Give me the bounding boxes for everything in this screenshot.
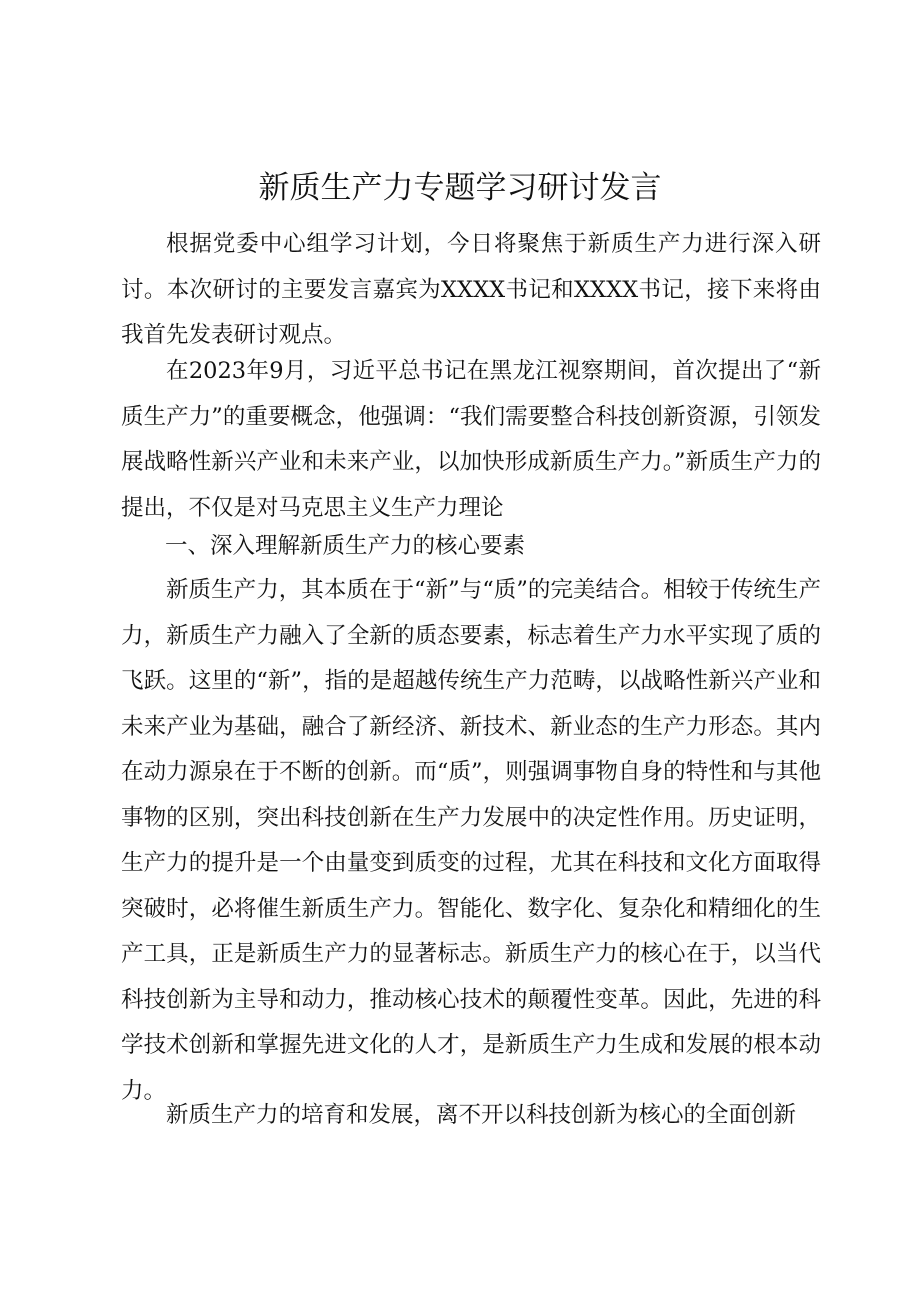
core-elements-paragraph: 新质生产力，其本质在于“新”与“质”的完美结合。相较于传统生产力，新质生产力融入了全新的质态要素，标志着生产力水平实现了质的飞跃。这里的“新”，指的是超越传统生产力范畴，以战略性新兴产业和未来产业为基础，融合了新经济、新技术、新业态的生产力形态。其内在动力源泉在于不断的创新。而“质”，则强调事物自身的特性和与其他事物的区别，突出科技创新在生产力发展中的决定性作用。历史证明，生产力的提升是一个由量变到质变的过程，尤其在科技和文化方面取得突破时，必将催生新质生产力。智能化、数字化、复杂化和精细化的生产工具，正是新质生产力的显著标志。新质生产力的核心在于，以当代科技创新为主导和动力，推动核心技术的颠覆性变革。因此，先进的科学技术创新和掌握先进文化的人才，是新质生产力生成和发展的根本动力。 <box>121 577 821 1104</box>
document-title: 新质生产力专题学习研讨发言 <box>258 170 662 206</box>
intro-paragraph: 根据党委中心组学习计划，今日将聚焦于新质生产力进行深入研讨。本次研讨的主要发言嘉宾为XXXX书记和XXXX书记，接下来将由我首先发表研讨观点。 <box>121 231 821 348</box>
cultivation-paragraph: 新质生产力的培育和发展，离不开以科技创新为核心的全面创新 <box>166 1102 797 1128</box>
background-paragraph: 在2023年9月，习近平总书记在黑龙江视察期间，首次提出了“新质生产力”的重要概念，他强调：“我们需要整合科技创新资源，引领发展战略性新兴产业和未来产业，以加快形成新质生产力。”新质生产力的提出，不仅是对马克思主义生产力理论 <box>121 358 821 521</box>
section-heading: 一、深入理解新质生产力的核心要素 <box>165 533 526 559</box>
